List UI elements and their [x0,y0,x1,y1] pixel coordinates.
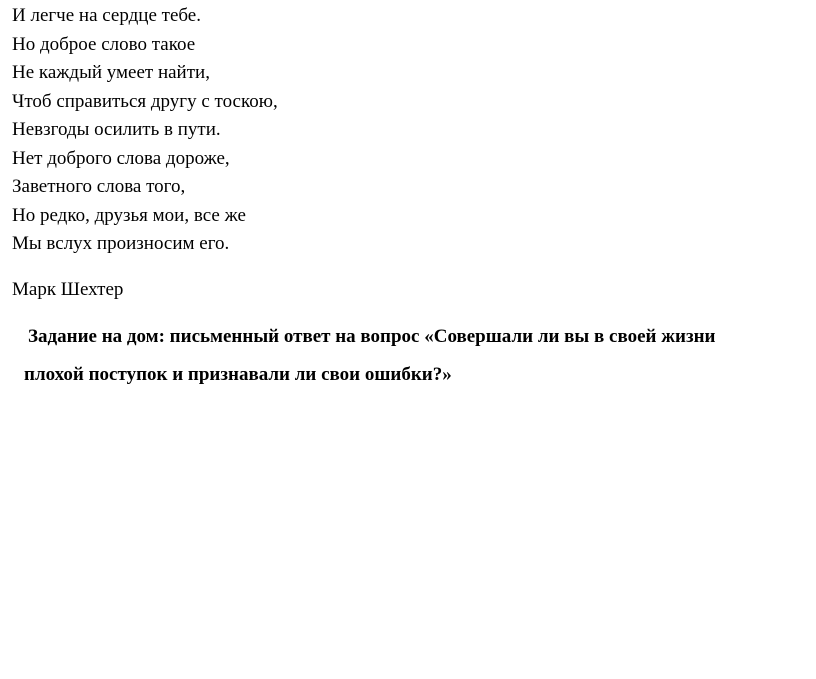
poem-line: Но доброе слово такое [12,33,196,55]
poem-line: Чтоб справиться другу с тоскою, [12,90,278,112]
poem-line: И легче на сердце тебе. [12,5,201,26]
poem-line: Невзгоды осилить в пути. [12,119,221,140]
homework-assignment [24,318,816,394]
homework-line-2: плохой поступок и признавали ли свои ошибки?» [24,364,452,385]
homework-line-1: Задание на дом: письменный ответ на вопрос «Совершали ли вы в своей жизни [28,326,716,347]
poem-text [12,2,278,259]
poem-author: Марк Шехтер [12,279,124,300]
poem-line: Но редко, друзья мои, все же [12,204,246,226]
poem-line: Нет доброго слова дороже, [12,147,230,169]
poem-line: Мы вслух произносим его. [12,233,230,254]
poem-line: Заветного слова того, [12,176,186,197]
poem-line: Не каждый умеет найти, [12,62,210,83]
